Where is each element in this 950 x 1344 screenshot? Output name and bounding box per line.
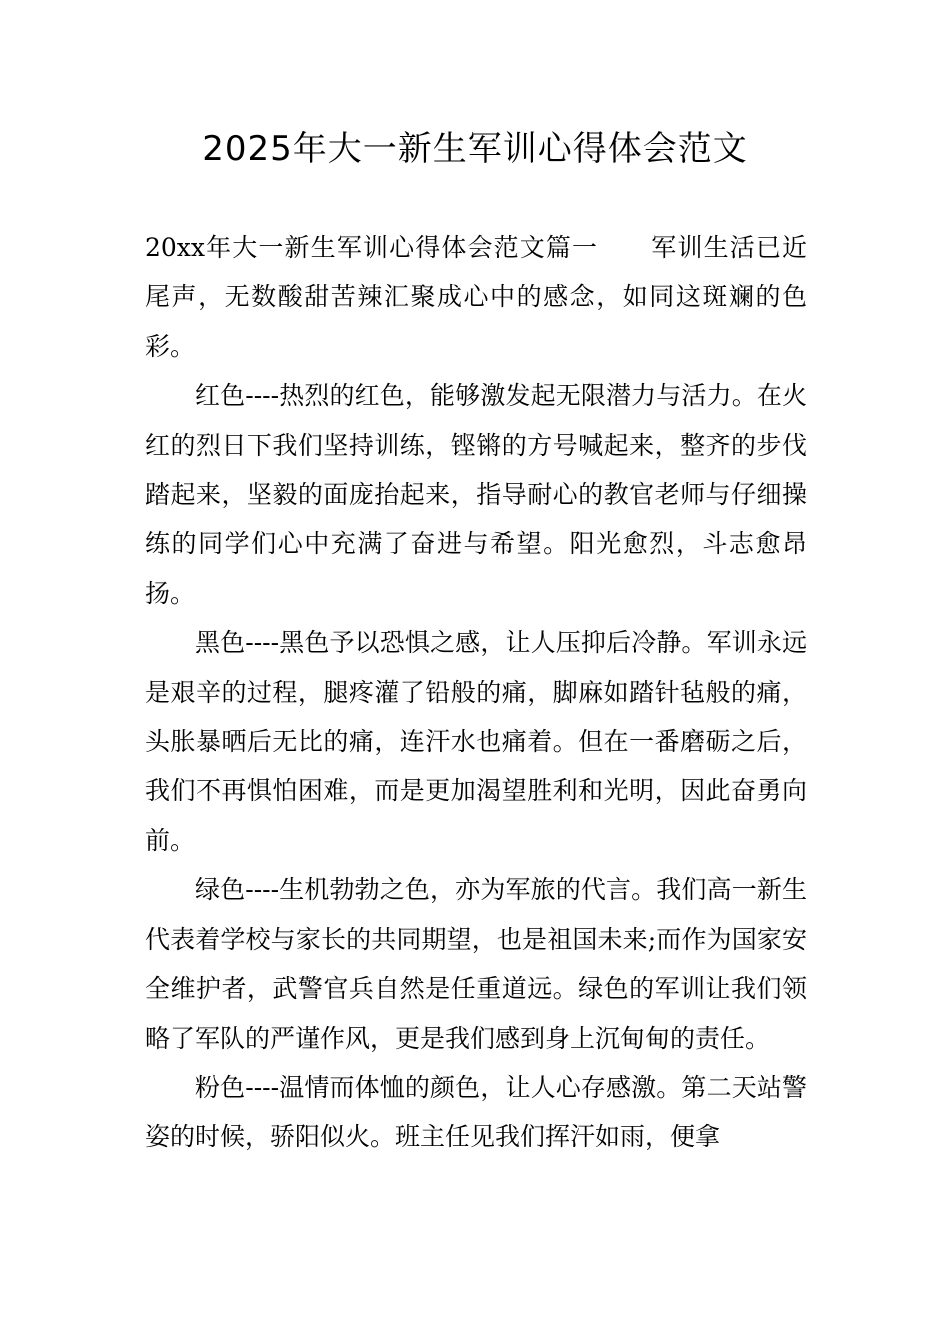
section-heading: 20xx年大一新生军训心得体会范文篇一 [145, 233, 599, 262]
paragraph-black: 黑色----黑色予以恐惧之感，让人压抑后冷静。军训永远是艰辛的过程，腿疼灌了铅般的痛，脚麻如踏针毡般的痛，头胀暴晒后无比的痛，连汗水也痛着。但在一番磨砺之后，我们不再惧怕困难，而是更加渴望胜利和光明，因此奋勇向前。 [145, 628, 807, 855]
paragraph-text: 军训生活已近尾声，无数酸甜苦辣汇聚成心中的感念，如同这斑斓的色彩。 [145, 233, 807, 361]
paragraph-intro [145, 223, 807, 371]
document-body [145, 223, 807, 1162]
paragraph-pink: 粉色----温情而体恤的颜色，让人心存感激。第二天站警姿的时候，骄阳似火。班主任见我们挥汗如雨，便拿 [145, 1072, 807, 1152]
paragraph-red: 红色----热烈的红色，能够激发起无限潜力与活力。在火红的烈日下我们坚持训练，铿锵的方号喊起来，整齐的步伐踏起来，坚毅的面庞抬起来，指导耐心的教官老师与仔细操练的同学们心中充满了奋进与希望。阳光愈烈，斗志愈昂扬。 [145, 381, 807, 608]
paragraph-green: 绿色----生机勃勃之色，亦为军旅的代言。我们高一新生代表着学校与家长的共同期望，也是祖国未来;而作为国家安全维护者，武警官兵自然是任重道远。绿色的军训让我们领略了军队的严谨作风，更是我们感到身上沉甸甸的责任。 [145, 875, 807, 1053]
document-title: 2025年大一新生军训心得体会范文 [202, 129, 748, 169]
